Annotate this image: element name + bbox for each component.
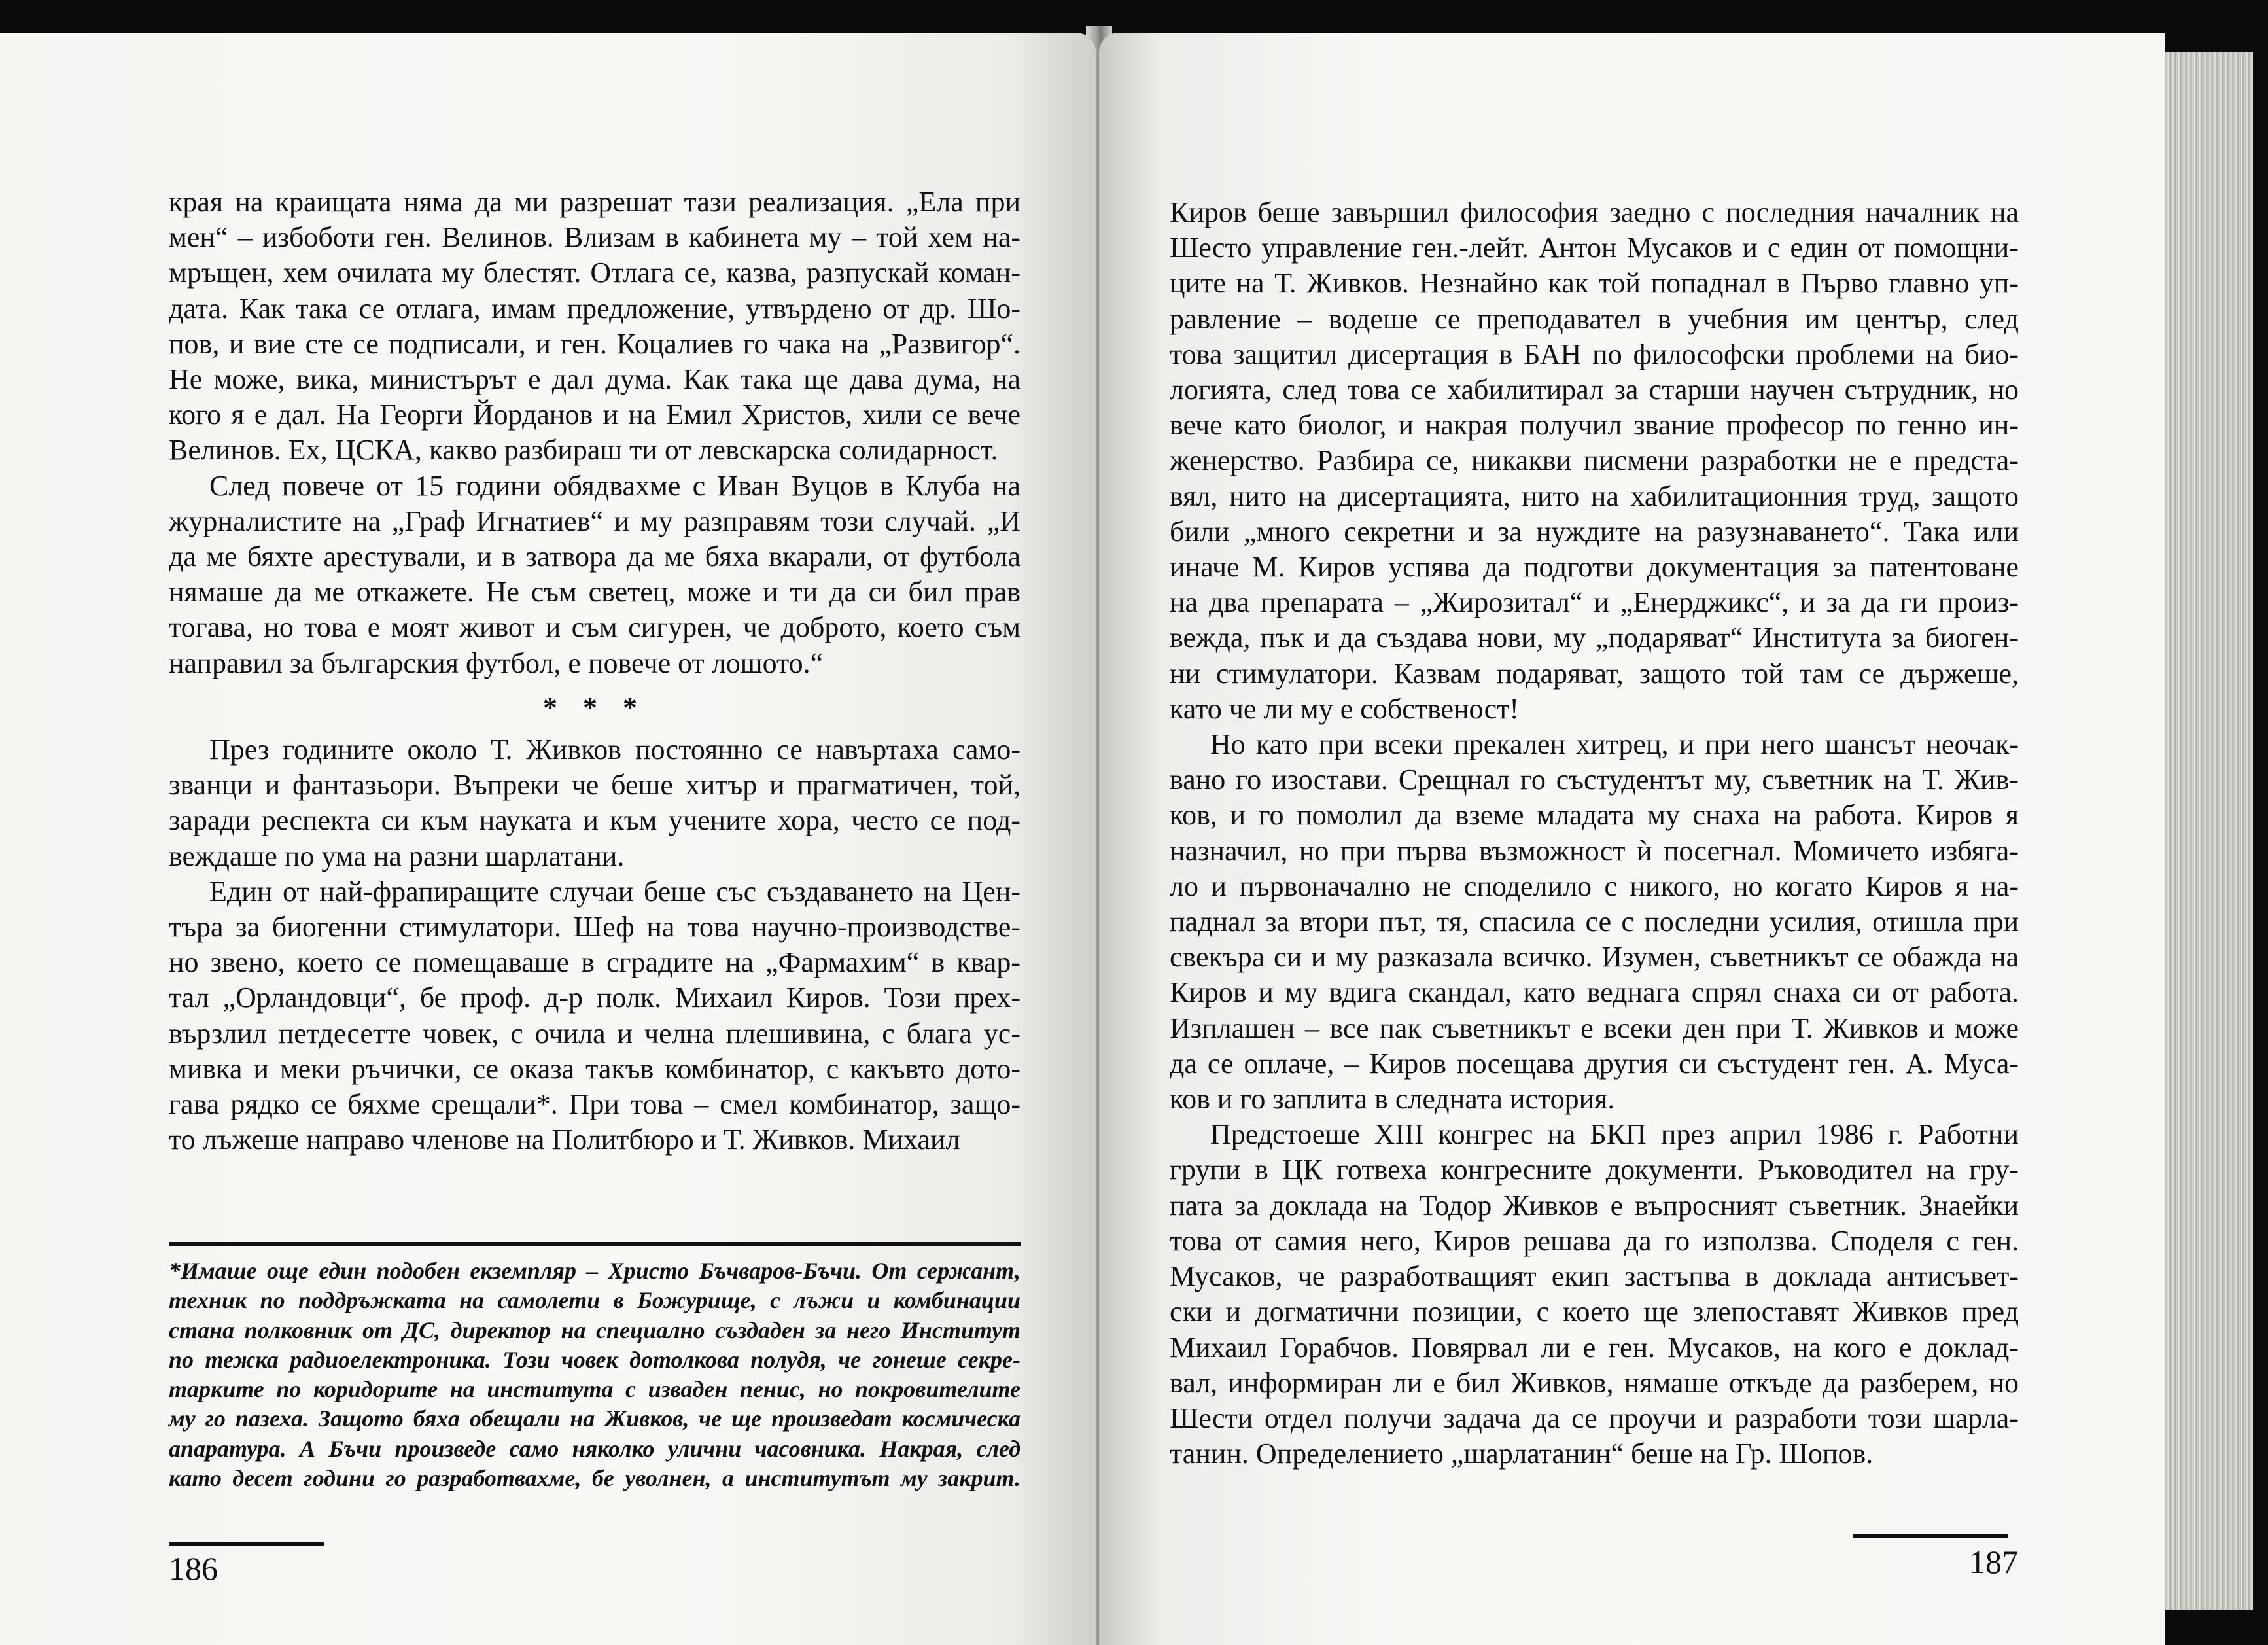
footnote-line: по тежка радиоелектроника. Този човек дотолкова полудя, че гонеше секре- — [169, 1346, 1021, 1373]
text-line: пов, и вие сте се подписали, и ген. Коцалиев го чака на „Развигор“. — [169, 327, 1021, 360]
text-line: Не може, вика, министърът е дал дума. Как така ще дава дума, на — [169, 363, 1021, 396]
text-line: дата. Как така се отлага, имам предложение, утвърдено от др. Шо- — [169, 292, 1021, 325]
text-line: паднал за втори път, тя, спасила се с последни усилия, отишла при — [1170, 906, 2019, 938]
text-line: като че ли му е собственост! — [1170, 692, 1520, 725]
text-line: логията, след това се хабилитирал за старши научен сътрудник, но — [1170, 374, 2019, 406]
text-line: Киров и му вдига скандал, като веднага спрял снаха си от работа. — [1170, 976, 2019, 1009]
text-line: ков и го заплита в следната история. — [1170, 1083, 1615, 1116]
text-line: групи в ЦК готвеха конгресните документи. Ръководител на гру- — [1170, 1154, 2019, 1186]
text-line: това защитил дисертация в БАН по философски проблеми на био- — [1170, 338, 2019, 370]
text-line: Шести отдел получи задача да се проучи и разработи този шарла- — [1170, 1402, 2019, 1434]
paragraph — [169, 732, 1021, 874]
text-line: Киров беше завършил философия заедно с последния началник на — [1170, 196, 2019, 228]
footnote-line: му го пазеха. Защото бяха обещали на Живков, че ще произведат космическа — [169, 1406, 1021, 1432]
text-line: ски и догматични позиции, с което ще злепоставят Живков пред — [1170, 1296, 2019, 1328]
footnote-line: апаратура. А Бъчи произведе само няколко улични часовника. Накрая, след — [169, 1435, 1021, 1462]
page-number: 186 — [169, 1550, 218, 1587]
right-page-body — [1170, 195, 2019, 1472]
text-line: Предстоеше XIII конгрес на БКП през април 1986 г. Работни — [1210, 1118, 2019, 1151]
footnote-line: като десет години го разработвахме, бе уволнен, а институтът му закрит. — [169, 1465, 1021, 1492]
text-line: вързлил петдесетте човек, с очила и челна плешивина, с блага ус- — [169, 1017, 1021, 1050]
text-line: заради респекта си към науката и към учените хора, често се под- — [169, 804, 1021, 837]
text-line: то лъжеше направо членове на Политбюро и Т. Живков. Михаил — [169, 1123, 960, 1156]
text-line: мен“ – избоботи ген. Велинов. Влизам в кабинета му – той хем на- — [169, 221, 1021, 254]
text-line: назначил, но при първа възможност ѝ посегнал. Момичето избяга- — [1170, 834, 2019, 867]
text-line: Но като при всеки прекален хитрец, и при него шансът неочак- — [1210, 728, 2019, 761]
paragraph — [169, 469, 1021, 681]
text-line: журналистите на „Граф Игнатиев“ и му разправям този случай. „И — [169, 504, 1021, 537]
text-line: вал, информиран ли е бил Живков, нямаше откъде да разберем, но — [1170, 1366, 2019, 1399]
text-line: танин. Определението „шарлатанин“ беше на Гр. Шопов. — [1170, 1438, 1874, 1470]
page-number: 187 — [1969, 1544, 2018, 1580]
section-separator: * * * — [543, 691, 646, 724]
text-line: Велинов. Ех, ЦСКА, какво разбираш ти от левскарска солидарност. — [169, 434, 998, 467]
text-line: но звено, което се помещаваше в сградите на „Фармахим“ в квар- — [169, 946, 1021, 979]
text-line: ците на Т. Живков. Незнайно как той попаднал в Първо главно уп- — [1170, 267, 2019, 300]
paragraph — [1170, 727, 2019, 1117]
text-line: нямаше да ме откажете. Не съм светец, може и ти да си бил прав — [169, 576, 1021, 609]
text-line: търа за биогенни стимулатори. Шеф на това научно-производстве- — [169, 911, 1021, 944]
text-line: да се оплаче, – Киров посещава другия си състудент ген. А. Муса- — [1170, 1047, 2019, 1080]
text-line: това от самия него, Киров решава да го използва. Споделя с ген. — [1170, 1224, 2019, 1257]
text-line: Шесто управление ген.-лейт. Антон Мусаков и с един от помощни- — [1170, 232, 2019, 264]
footnote — [169, 1256, 1021, 1493]
text-line: През годините около Т. Живков постоянно се навъртаха само- — [209, 734, 1021, 766]
text-line: вече като биолог, и накрая получил звание професор по генно ин- — [1170, 409, 2019, 442]
footnote-line: стана полковник от ДС, директор на специално създаден за него Институт — [169, 1317, 1021, 1343]
paragraph — [169, 874, 1021, 1158]
text-line: били „много секретни и за нуждите на разузнаването“. Така или — [1170, 515, 2019, 548]
paragraph — [1170, 195, 2019, 727]
paragraph — [1170, 1117, 2019, 1472]
text-line: иначе М. Киров успява да подготви документация за патентоване — [1170, 551, 2019, 584]
footnote-rule — [169, 1242, 1021, 1246]
text-line: званци и фантазьори. Въпреки че беше хитър и прагматичен, той, — [169, 769, 1021, 802]
text-line: пата за доклада на Тодор Живков е въпросният съветник. Знаейки — [1170, 1189, 2019, 1222]
text-line: вежда, пък и да създава нови, му „подаряват“ Института за биоген- — [1170, 622, 2019, 654]
text-line: на два препарата – „Жирозитал“ и „Енерджикс“, и за да ги произ- — [1170, 586, 2019, 619]
text-line: След повече от 15 години обядвахме с Иван Вуцов в Клуба на — [209, 469, 1021, 502]
footnote-line: техник по поддръжката на самолети в Божурище, с лъжи и комбинации — [169, 1287, 1021, 1314]
text-line: вял, нито на дисертацията, нито на хабилитационния труд, защото — [1170, 480, 2019, 512]
text-line: ков, и го помолил да вземе младата му снаха на работа. Киров я — [1170, 799, 2019, 832]
text-line: направил за българския футбол, е повече от лошото.“ — [169, 646, 824, 679]
right-page — [1099, 33, 2165, 1645]
text-line: да ме бяхте арестували, и в затвора да ме бяха вкарали, от футбола — [169, 540, 1021, 573]
text-line: мръщен, хем очилата му блестят. Отлага се, казва, разпускай коман- — [169, 256, 1021, 289]
page-edges — [2159, 52, 2253, 1610]
page-number-rule — [169, 1542, 324, 1546]
text-line: ло и първоначално не споделило с никого, но когато Киров я на- — [1170, 870, 2019, 902]
text-line: Мусаков, че разработващият екип застъпва в доклада антисъвет- — [1170, 1260, 2019, 1293]
footnote-line: тарките по коридорите на института с изваден пенис, но покровителите — [169, 1376, 1021, 1403]
text-line: тал „Орландовци“, бе проф. д-р полк. Михаил Киров. Този прех- — [169, 982, 1021, 1014]
text-line: равление – водеше се преподавател в учебния им център, след — [1170, 302, 2019, 335]
text-line: кого я е дал. На Георги Йорданов и на Емил Христов, хили се вече — [169, 398, 1021, 431]
text-line: женерство. Разбира се, никакви писмени разработки не е предста- — [1170, 444, 2019, 477]
text-line: края на краищата няма да ми разрешат тази реализация. „Ела при — [169, 186, 1021, 218]
text-line: гава рядко се бяхме срещали*. При това – смел комбинатор, защо- — [169, 1088, 1021, 1121]
text-line: свекъра си и му разказала всичко. Изумен, съветникът се обажда на — [1170, 941, 2019, 974]
footnote-line: *Имаше още един подобен екземпляр – Христо Бъчваров-Бъчи. От сержант, — [169, 1258, 1021, 1284]
text-line: Михаил Горабчов. Повярвал ли е ген. Мусаков, на кого е доклад- — [1170, 1331, 2019, 1364]
text-line: мивка и меки ръчички, се оказа такъв комбинатор, с какъвто дото- — [169, 1052, 1021, 1085]
paragraph — [169, 185, 1021, 469]
page-number-rule — [1853, 1534, 2008, 1538]
text-line: ни стимулатори. Казвам подаряват, защото той там се държеше, — [1170, 657, 2019, 690]
text-line: Един от най-фрапиращите случаи беше със създаването на Цен- — [209, 875, 1021, 908]
text-line: тогава, но това е моят живот и съм сигурен, че доброто, което съм — [169, 611, 1021, 644]
text-line: вано го изостави. Срещнал го състудентът му, съветник на Т. Жив- — [1170, 764, 2019, 796]
left-page-body — [169, 185, 1021, 1158]
text-line: веждаше по ума на разни шарлатани. — [169, 840, 625, 872]
text-line: Изплашен – все пак съветникът е всеки ден при Т. Живков и може — [1170, 1012, 2019, 1044]
left-page — [0, 33, 1096, 1645]
